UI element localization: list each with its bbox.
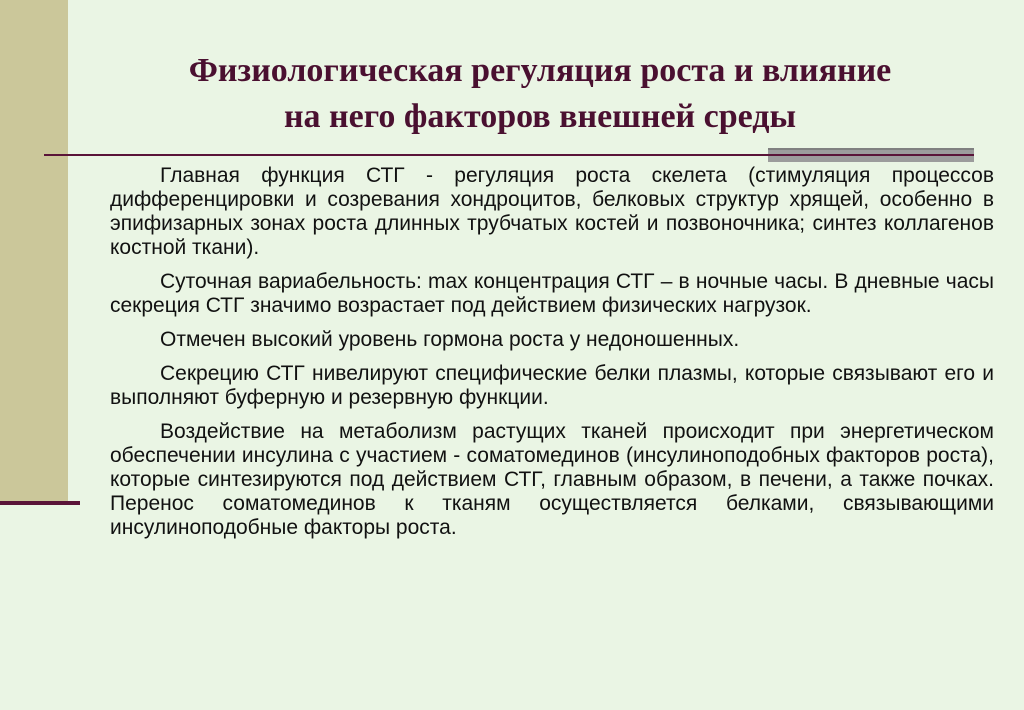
decorative-sidebar: [0, 0, 68, 503]
sidebar-underline: [0, 501, 80, 505]
paragraph-daily-variability: Суточная вариабельность: max концентрация СТГ – в ночные часы. В дневные часы секреция СТГ значимо возрастает под действием физических нагрузок.: [110, 270, 994, 317]
paragraph-plasma-proteins: Секрецию СТГ нивелируют специфические белки плазмы, которые связывают его и выполняют буферную и резервную функции.: [110, 362, 994, 409]
title-line-1: Физиологическая регуляция роста и влияние: [188, 52, 892, 89]
slide-title: [90, 48, 990, 140]
paragraph-premature: Отмечен высокий уровень гормона роста у недоношенных.: [160, 328, 740, 351]
slide-body: [110, 164, 994, 550]
title-line-2: на него факторов внешней среды: [283, 98, 797, 135]
paragraph-somatomedins: Воздействие на метаболизм растущих тканей происходит при энергетическом обеспечении инсулина с участием - соматомединов (инсулиноподобных факторов роста), которые синтезируются под действием СТГ, главным образом, в печени, а также почках. Перенос соматомединов к тканям осуществляется белками, связывающими инсулиноподобные факторы роста.: [110, 420, 994, 539]
title-divider-accent: [768, 148, 974, 162]
paragraph-main-function: Главная функция СТГ - регуляция роста скелета (стимуляция процессов дифференцировки и созревания хондроцитов, белковых структур хрящей, особенно в эпифизарных зонах роста длинных трубчатых костей и позвоночника; синтез коллагенов костной ткани).: [110, 164, 994, 259]
